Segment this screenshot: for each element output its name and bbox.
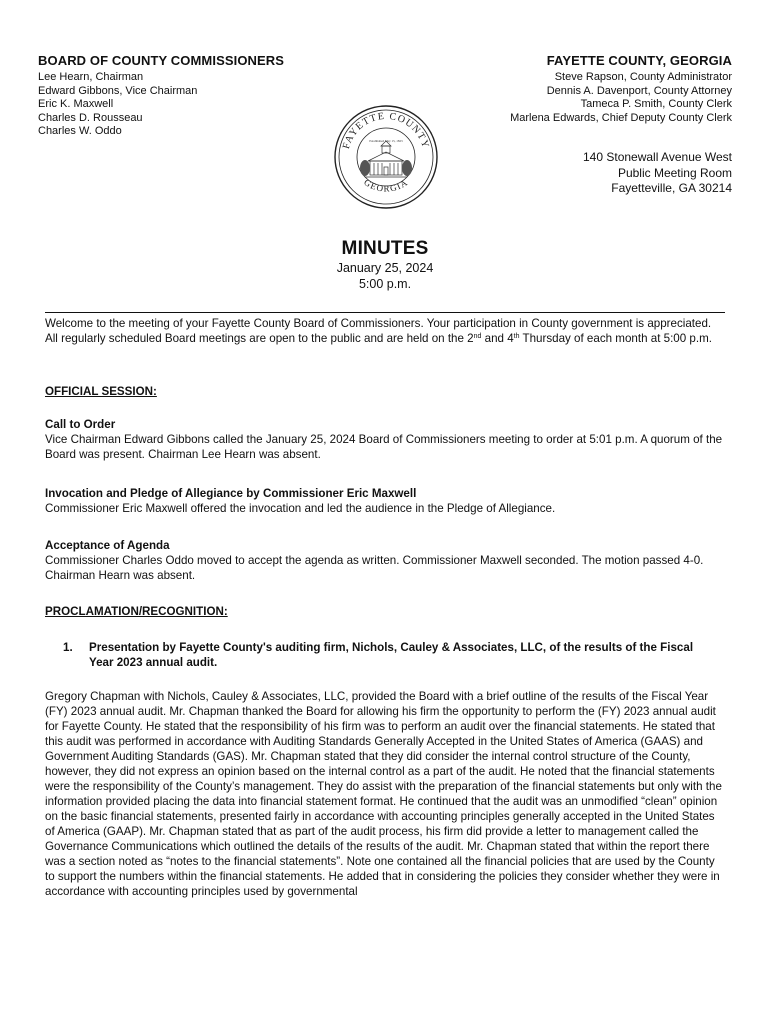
- section-text: Vice Chairman Edward Gibbons called the January 25, 2024 Board of Commissioners meeting to order at 5:01 p.m. A quorum of the Board was present. Chairman Lee Hearn was absent.: [45, 433, 723, 461]
- item-title-line: Year 2023 annual audit.: [89, 656, 218, 669]
- welcome-text: [45, 316, 725, 346]
- section-text: Commissioner Charles Oddo moved to accept the agenda as written. Commissioner Maxwell seconded. The motion passed 4-0. Chairman Hearn was absent.: [45, 554, 704, 582]
- audit-paragraph: Gregory Chapman with Nichols, Cauley & Associates, LLC, provided the Board with a brief outline of the results of the Fiscal Year (FY) 2023 annual audit. Mr. Chapman thanked the Board for allowing his firm the opportunity to perform the (FY) 2023 annual audit for Fayette County. He stated that the responsibility of his firm was to perform an audit over the financial statements. He stated that this audit was performed in accordance with Auditing Standards Generally Accepted in the United States of America (GAAS) and Government Auditing Standards (GAS). Mr. Chapman stated that they did consider the internal control structure of the County, however, they did not express an opinion based on the internal control as a part of the audit. He noted that the financial statements were the responsibility of the County’s management. They do assist with the preparation of the financial statements but only with the information provided placing the data into financial statement format. He continued that the audit was an unmodified “clean” opinion on the basic financial statements, presented fairly in accordance with accounting principles generally accepted in the United States of America (GAAP). Mr. Chapman stated that as part of the audit process, his firm did provide a letter to management called the Governance Communications which outlined the details of the results of the audit. Mr. Chapman stated that within the report there was a section noted as “notes to the financial statements”. Note one contained all the financial policies that are used by the County to support the numbers within the financial statements. He added that in considering the policies they consider whether they were in accordance with accounting principles used by governmental: [45, 690, 722, 898]
- commissioner-name: Eric K. Maxwell: [38, 98, 114, 110]
- ordinal-suffix: nd: [473, 333, 482, 340]
- section-acceptance-of-agenda: [45, 538, 725, 583]
- staff-name: Tameca P. Smith, County Clerk: [580, 98, 732, 110]
- commissioner-name: Charles W. Oddo: [38, 125, 122, 137]
- board-title: BOARD OF COUNTY COMMISSIONERS: [38, 53, 285, 68]
- staff-list: [412, 71, 732, 125]
- staff-name: Marlena Edwards, Chief Deputy County Clerk: [510, 111, 732, 124]
- horizontal-divider: [45, 312, 725, 313]
- seal-bottom-text: GEORGIA: [362, 176, 410, 194]
- agenda-item-1: [63, 640, 723, 670]
- seal-top-text: FAYETTE COUNTY: [340, 110, 432, 151]
- county-seal-icon: [333, 104, 439, 210]
- welcome-part: Welcome to the meeting of your Fayette County Board of Commissioners. Your participation in County government is appreciated. All regularly scheduled Board meetings are open to the public and are held on the 2: [45, 317, 712, 345]
- board-header: [38, 53, 338, 139]
- official-session-heading: OFFICIAL SESSION:: [45, 385, 157, 398]
- section-title: Call to Order: [45, 418, 116, 431]
- meeting-time: 5:00 p.m.: [358, 277, 412, 291]
- address-line: 140 Stonewall Avenue West: [583, 150, 732, 164]
- seal-inner-text: Established May 15, 1823: [369, 139, 403, 143]
- address-line: Fayetteville, GA 30214: [611, 181, 732, 195]
- section-call-to-order: [45, 417, 725, 462]
- meeting-address: [583, 150, 732, 197]
- section-title: Acceptance of Agenda: [45, 539, 170, 552]
- ordinal-suffix: th: [513, 333, 520, 340]
- commissioner-list: [38, 71, 338, 139]
- item-number: 1.: [63, 641, 73, 654]
- proclamation-heading: PROCLAMATION/RECOGNITION:: [45, 605, 228, 618]
- staff-name: Steve Rapson, County Administrator: [554, 71, 732, 83]
- title-block: [0, 238, 770, 292]
- commissioner-name: Lee Hearn, Chairman: [38, 71, 144, 83]
- meeting-date: January 25, 2024: [336, 261, 434, 275]
- page-title: MINUTES: [341, 238, 429, 259]
- county-header: [412, 53, 732, 125]
- svg-text:GEORGIA: [362, 177, 410, 194]
- commissioner-name: Edward Gibbons, Vice Chairman: [38, 84, 198, 97]
- section-invocation: [45, 486, 725, 516]
- item-title-line: Presentation by Fayette County's auditing firm, Nichols, Cauley & Associates, LLC, of the results of the Fiscal: [89, 641, 694, 654]
- commissioner-name: Charles D. Rousseau: [38, 111, 143, 124]
- welcome-part: and 4: [481, 332, 514, 345]
- welcome-part: Thursday of each month at 5:00 p.m.: [519, 332, 712, 345]
- staff-name: Dennis A. Davenport, County Attorney: [546, 84, 732, 97]
- section-text: Commissioner Eric Maxwell offered the invocation and led the audience in the Pledge of Allegiance.: [45, 502, 556, 515]
- county-title: FAYETTE COUNTY, GEORGIA: [546, 53, 732, 68]
- address-line: Public Meeting Room: [617, 165, 732, 180]
- section-title: Invocation and Pledge of Allegiance by Commissioner Eric Maxwell: [45, 487, 417, 500]
